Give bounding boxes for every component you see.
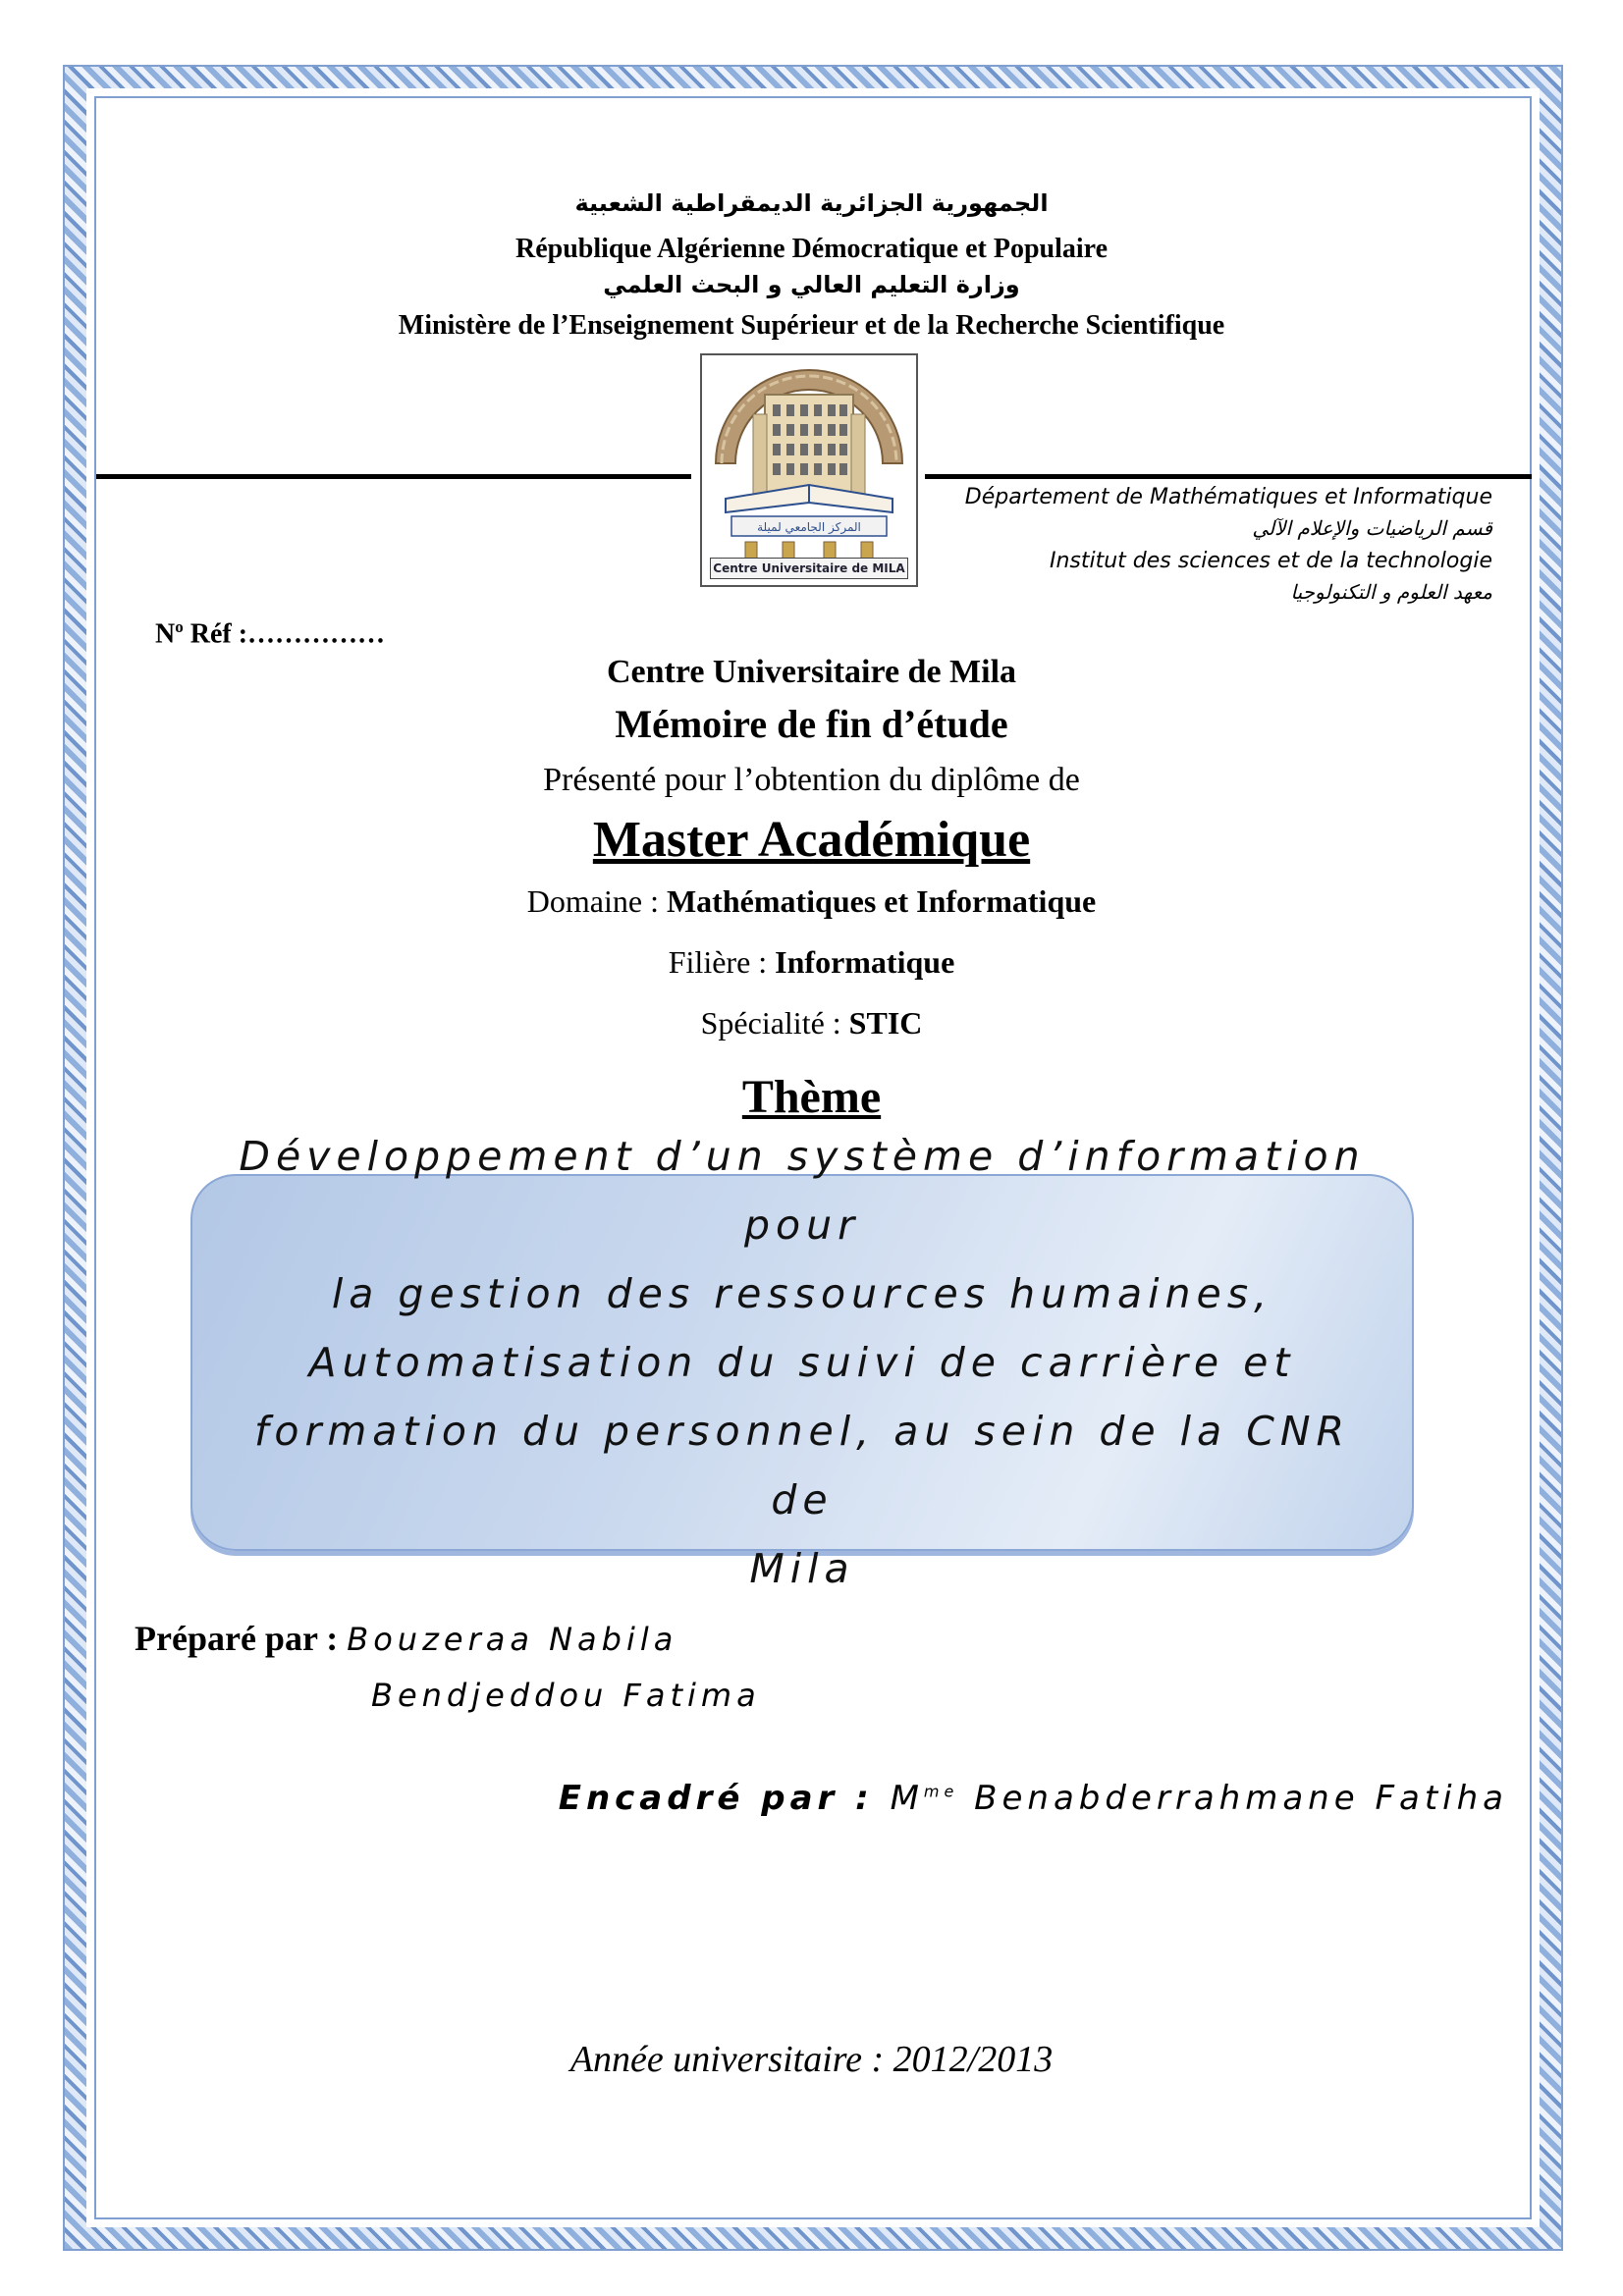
theme-title-line: formation du personnel, au sein de la CNR de	[253, 1408, 1350, 1523]
institute-line: Institut des sciences et de la technologie	[1049, 549, 1492, 573]
supervisor-name: Benabderrahmane Fatiha	[958, 1779, 1508, 1818]
ministry-french: Ministère de l’Enseignement Supérieur et de la Recherche Scientifique	[398, 310, 1225, 341]
department-line: Département de Mathématiques et Informatique	[964, 485, 1492, 509]
domain-line: Domaine : Mathématiques et Informatique	[526, 883, 1097, 919]
institution-name: Centre Universitaire de Mila	[606, 654, 1017, 690]
prepared-by-label: Préparé par :	[135, 1619, 348, 1658]
supervisor-label: Encadré par :	[558, 1779, 891, 1818]
academic-year: Année universitaire : 2012/2013	[569, 2039, 1054, 2080]
republic-french: République Algérienne Démocratique et Populaire	[515, 234, 1108, 264]
theme-title	[238, 1122, 1367, 1603]
presented-for: Présenté pour l’obtention du diplôme de	[543, 762, 1080, 798]
institute-arabic-line: معهد العلوم و التكنولوجيا	[1290, 580, 1492, 604]
speciality-line: Spécialité : STIC	[700, 1005, 923, 1041]
theme-title-line: Mila	[749, 1545, 855, 1592]
document-type: Mémoire de fin d’étude	[615, 702, 1008, 746]
ministry-arabic: وزارة التعليم العالي و البحث العلمي	[603, 271, 1020, 298]
degree-title: Master Académique	[592, 812, 1031, 868]
header-rule-left	[96, 474, 691, 479]
prepared-by	[135, 1618, 677, 1659]
logo-caption: Centre Universitaire de MILA	[710, 558, 908, 579]
field-line: Filière : Informatique	[668, 944, 955, 980]
logo-arabic-banner: المركز الجامعي لميلة	[757, 520, 861, 534]
theme-title-line: Développement d’un système d’information pour	[239, 1133, 1366, 1249]
reference-number: $N^o$ Réf :……………	[155, 617, 386, 650]
theme-title-line: la gestion des ressources humaines,	[331, 1270, 1273, 1317]
supervisor: Encadré par : $M^{me}$ Benabderrahmane Fatiha	[558, 1779, 1508, 1818]
theme-heading: Thème	[741, 1071, 882, 1123]
author-name: Bouzeraa Nabila	[347, 1621, 678, 1658]
university-building-icon	[702, 355, 916, 585]
theme-title-box	[190, 1133, 1414, 1592]
university-logo	[700, 353, 918, 587]
theme-title-line: Automatisation du suivi de carrière et	[308, 1339, 1296, 1386]
republic-arabic: الجمهورية الجزائرية الديمقراطية الشعبية	[574, 189, 1049, 217]
author-name: Bendjeddou Fatima	[371, 1677, 761, 1714]
header-rule-right	[925, 474, 1532, 479]
department-arabic-line: قسم الرياضيات والإعلام الآلي	[1252, 516, 1492, 540]
